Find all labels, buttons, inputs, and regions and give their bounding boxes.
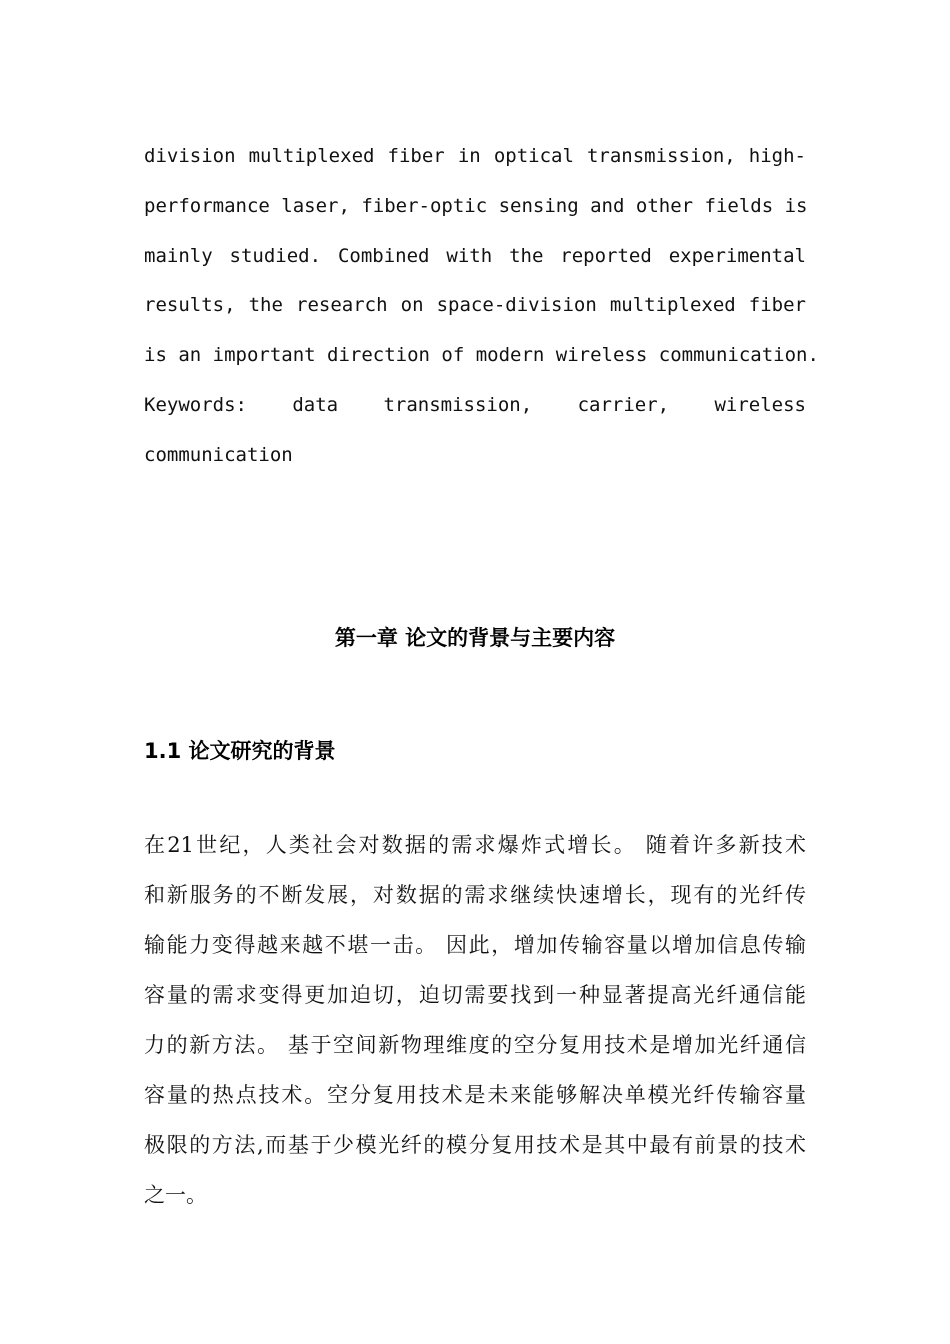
abstract-line: results, the research on space-division multiplexed fiber <box>144 294 806 317</box>
abstract-paragraph <box>144 132 819 481</box>
abstract-line: is an important direction of modern wireless communication. <box>144 344 819 367</box>
section-heading: 1.1 论文研究的背景 <box>144 739 336 763</box>
keywords-line: Keywords: data transmission, carrier, wireless <box>144 393 806 416</box>
body-line: 容量的热点技术。空分复用技术是未来能够解决单模光纤传输容量 <box>144 1083 806 1107</box>
body-line: 力的新方法。 基于空间新物理维度的空分复用技术是增加光纤通信 <box>144 1033 806 1057</box>
abstract-line: performance laser, fiber-optic sensing and other fields is <box>144 194 808 217</box>
abstract-line: mainly studied. Combined with the reported experimental <box>144 244 806 267</box>
body-line: 和新服务的不断发展，对数据的需求继续快速增长，现有的光纤传 <box>144 883 806 907</box>
body-line: 容量的需求变得更加迫切，迫切需要找到一种显著提高光纤通信能 <box>144 983 806 1007</box>
abstract-line: division multiplexed fiber in optical transmission, high- <box>144 145 806 167</box>
chapter-title: 第一章 论文的背景与主要内容 <box>334 626 616 650</box>
body-paragraph <box>144 820 806 1220</box>
body-line: 极限的方法,而基于少模光纤的模分复用技术是其中最有前景的技术 <box>144 1133 806 1157</box>
body-line: 在21世纪，人类社会对数据的需求爆炸式增长。 随着许多新技术 <box>144 833 806 857</box>
keywords-line: communication <box>144 443 293 466</box>
body-line: 输能力变得越来越不堪一击。 因此，增加传输容量以增加信息传输 <box>144 933 806 957</box>
body-line: 之一。 <box>144 1183 207 1207</box>
